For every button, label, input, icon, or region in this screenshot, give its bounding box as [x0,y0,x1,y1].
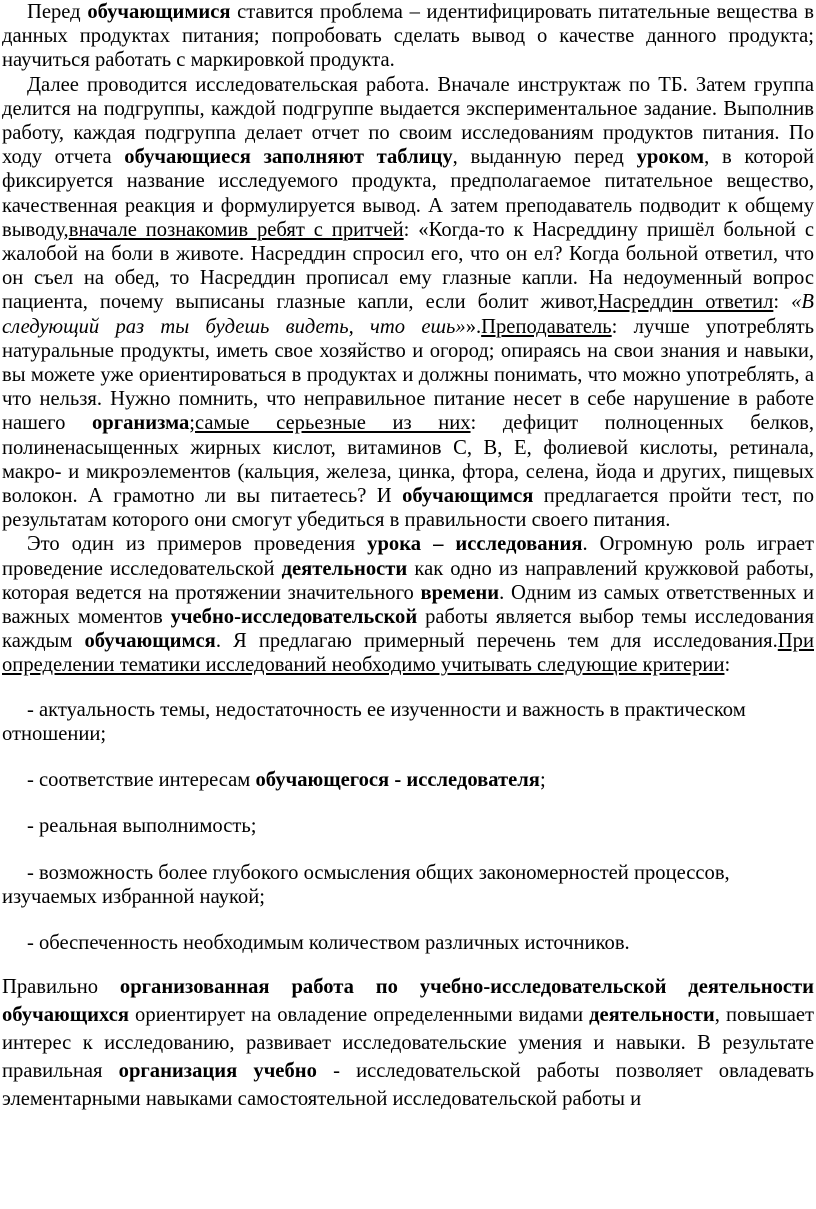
text-run: - исследовательской работы позволяет овладевать элементарными навыками самостоятельной исследовательской работы и [2,1060,815,1111]
text-run: ; [189,412,196,435]
paragraph-research-work [2,73,814,533]
text-run: . Я предлагаю примерный перечень тем для исследования. [215,630,778,653]
bold-run: организация учебно [118,1060,317,1083]
bold-run: обучающегося - исследователя [255,769,540,792]
text-run: : [724,654,731,677]
bold-run: обучающиеся заполняют таблицу [124,146,453,169]
text-run: Это один из примеров проведения [27,533,368,556]
underlined-run: При определении тематики исследований необходимо учитывать следующие критерии [2,630,814,677]
underlined-run: Насреддин ответил [597,291,774,314]
spacer [2,839,814,861]
text-run: работы является выбор темы исследования каждым [2,606,814,653]
criteria-item-sources [2,931,814,955]
bold-run: урока – исследования [367,533,583,556]
bold-run: деятельности [589,1004,715,1027]
criteria-item-interest [2,768,814,792]
paragraph-lesson-example [2,532,814,677]
text-run: : дефицит полноценных белков, полиненасыщенных жирных кислот, витаминов С, В, Е, фолиевой кислоты, ретинала, макро- и микроэлементов (кальция, железа, цинка, фтора, селена, йода и других, пищевых волокон. А грамотно ли вы питаетесь? И [2,412,814,508]
spacer [2,909,814,931]
text-run: : лучше употреблять натуральные продукты, иметь свое хозяйство и огород; опираясь на свои знания и навыки, вы можете уже ориентироваться в продуктах и должны понимать, что можно употреблять, а что нельзя. Нужно помнить, что неправильное питание несет в себе нарушение в работе нашего [2,315,814,435]
text-run: ; [539,769,546,792]
italic-quote: «В следующий раз ты будешь видеть, что ешь» [2,291,814,338]
paragraph-intro [2,0,814,73]
text-run: ориентирует на овладение определенными видами [129,1004,590,1027]
text-run: ». [465,315,482,338]
text-run: . Одним из самых ответственных и важных моментов [2,581,814,629]
text-run: как одно из направлений кружковой работы, которая ведется на протяжении значительного [2,557,814,604]
text-run: : [773,291,792,314]
criteria-item-feasibility [2,814,814,838]
text-run: - актуальность темы, недостаточность ее изученности и важность в практическом отношении; [2,698,746,745]
spacer [2,746,814,768]
text-run: предлагается пройти тест, по результатам которого они смогут убедиться в правильности своего питания. [2,485,814,532]
bold-run: организованная работа по учебно-исследовательской деятельности обучающихся [2,976,814,1027]
text-run: - обеспеченность необходимым количеством различных источников. [27,931,630,954]
text-run: : «Когда-то к Насреддину пришёл больной с жалобой на боли в животе. Насреддин спросил его, что он ел? Когда больной ответил, что он съел на обед, то Насреддин прописал ему глазные капли. На недоуменный вопрос пациента, почему выписаны глазные капли, если болит живот, [2,218,814,314]
text-run: , выданную перед [452,146,637,169]
bold-run: уроком [636,146,705,169]
spacer [2,792,814,814]
text-run: , в которой фиксируется название исследуемого продукта, предполагаемое питательное вещество, качественная реакция и формулируется вывод. А затем преподаватель подводит к общему выводу, [2,146,814,241]
text-run: Перед [27,1,88,23]
spacer [2,678,814,698]
criteria-item-relevance [2,698,814,746]
text-run: - возможность более глубокого осмысления общих закономерностей процессов, изучаемых избранной наукой; [2,861,730,908]
bold-run: обучающимися [87,1,231,23]
text-run: - реальная выполнимость; [27,815,257,838]
text-run: , повышает интерес к исследованию, развивает исследовательские умения и навыки. В результате правильная [2,1004,814,1083]
text-run: . Огромную роль играет проведение исследовательской [2,533,814,580]
bold-run: деятельности [281,557,408,580]
underlined-run: самые серьезные из них [195,412,471,435]
text-run: ставится проблема – идентифицировать питательные вещества в данных продуктах питания; попробовать сделать вывод о качестве данного продукта; научиться работать с маркировкой продукта. [2,1,815,72]
text-run: Далее проводится исследовательская работа. Вначале инструктаж по ТБ. Затем группа делится на подгруппы, каждой подгруппе выдается экспериментальное задание. Выполнив работу, каждая подгруппа делает отчет по своим исследованиям продуктов питания. По ходу отчета [2,73,814,169]
criteria-item-depth [2,861,814,909]
bold-run: обучающимся [402,485,534,508]
bold-run: организма [91,412,190,435]
bold-run: обучающимся [84,630,216,653]
bold-run: учебно-исследовательской [170,606,418,629]
bold-run: времени [420,581,500,604]
text-run: - соответствие интересам [27,769,256,792]
paragraph-conclusion [2,973,814,1113]
text-run: Правильно [2,976,120,999]
underlined-run: Преподаватель [481,315,612,338]
underlined-run: вначале познакомив ребят с притчей [68,218,404,241]
